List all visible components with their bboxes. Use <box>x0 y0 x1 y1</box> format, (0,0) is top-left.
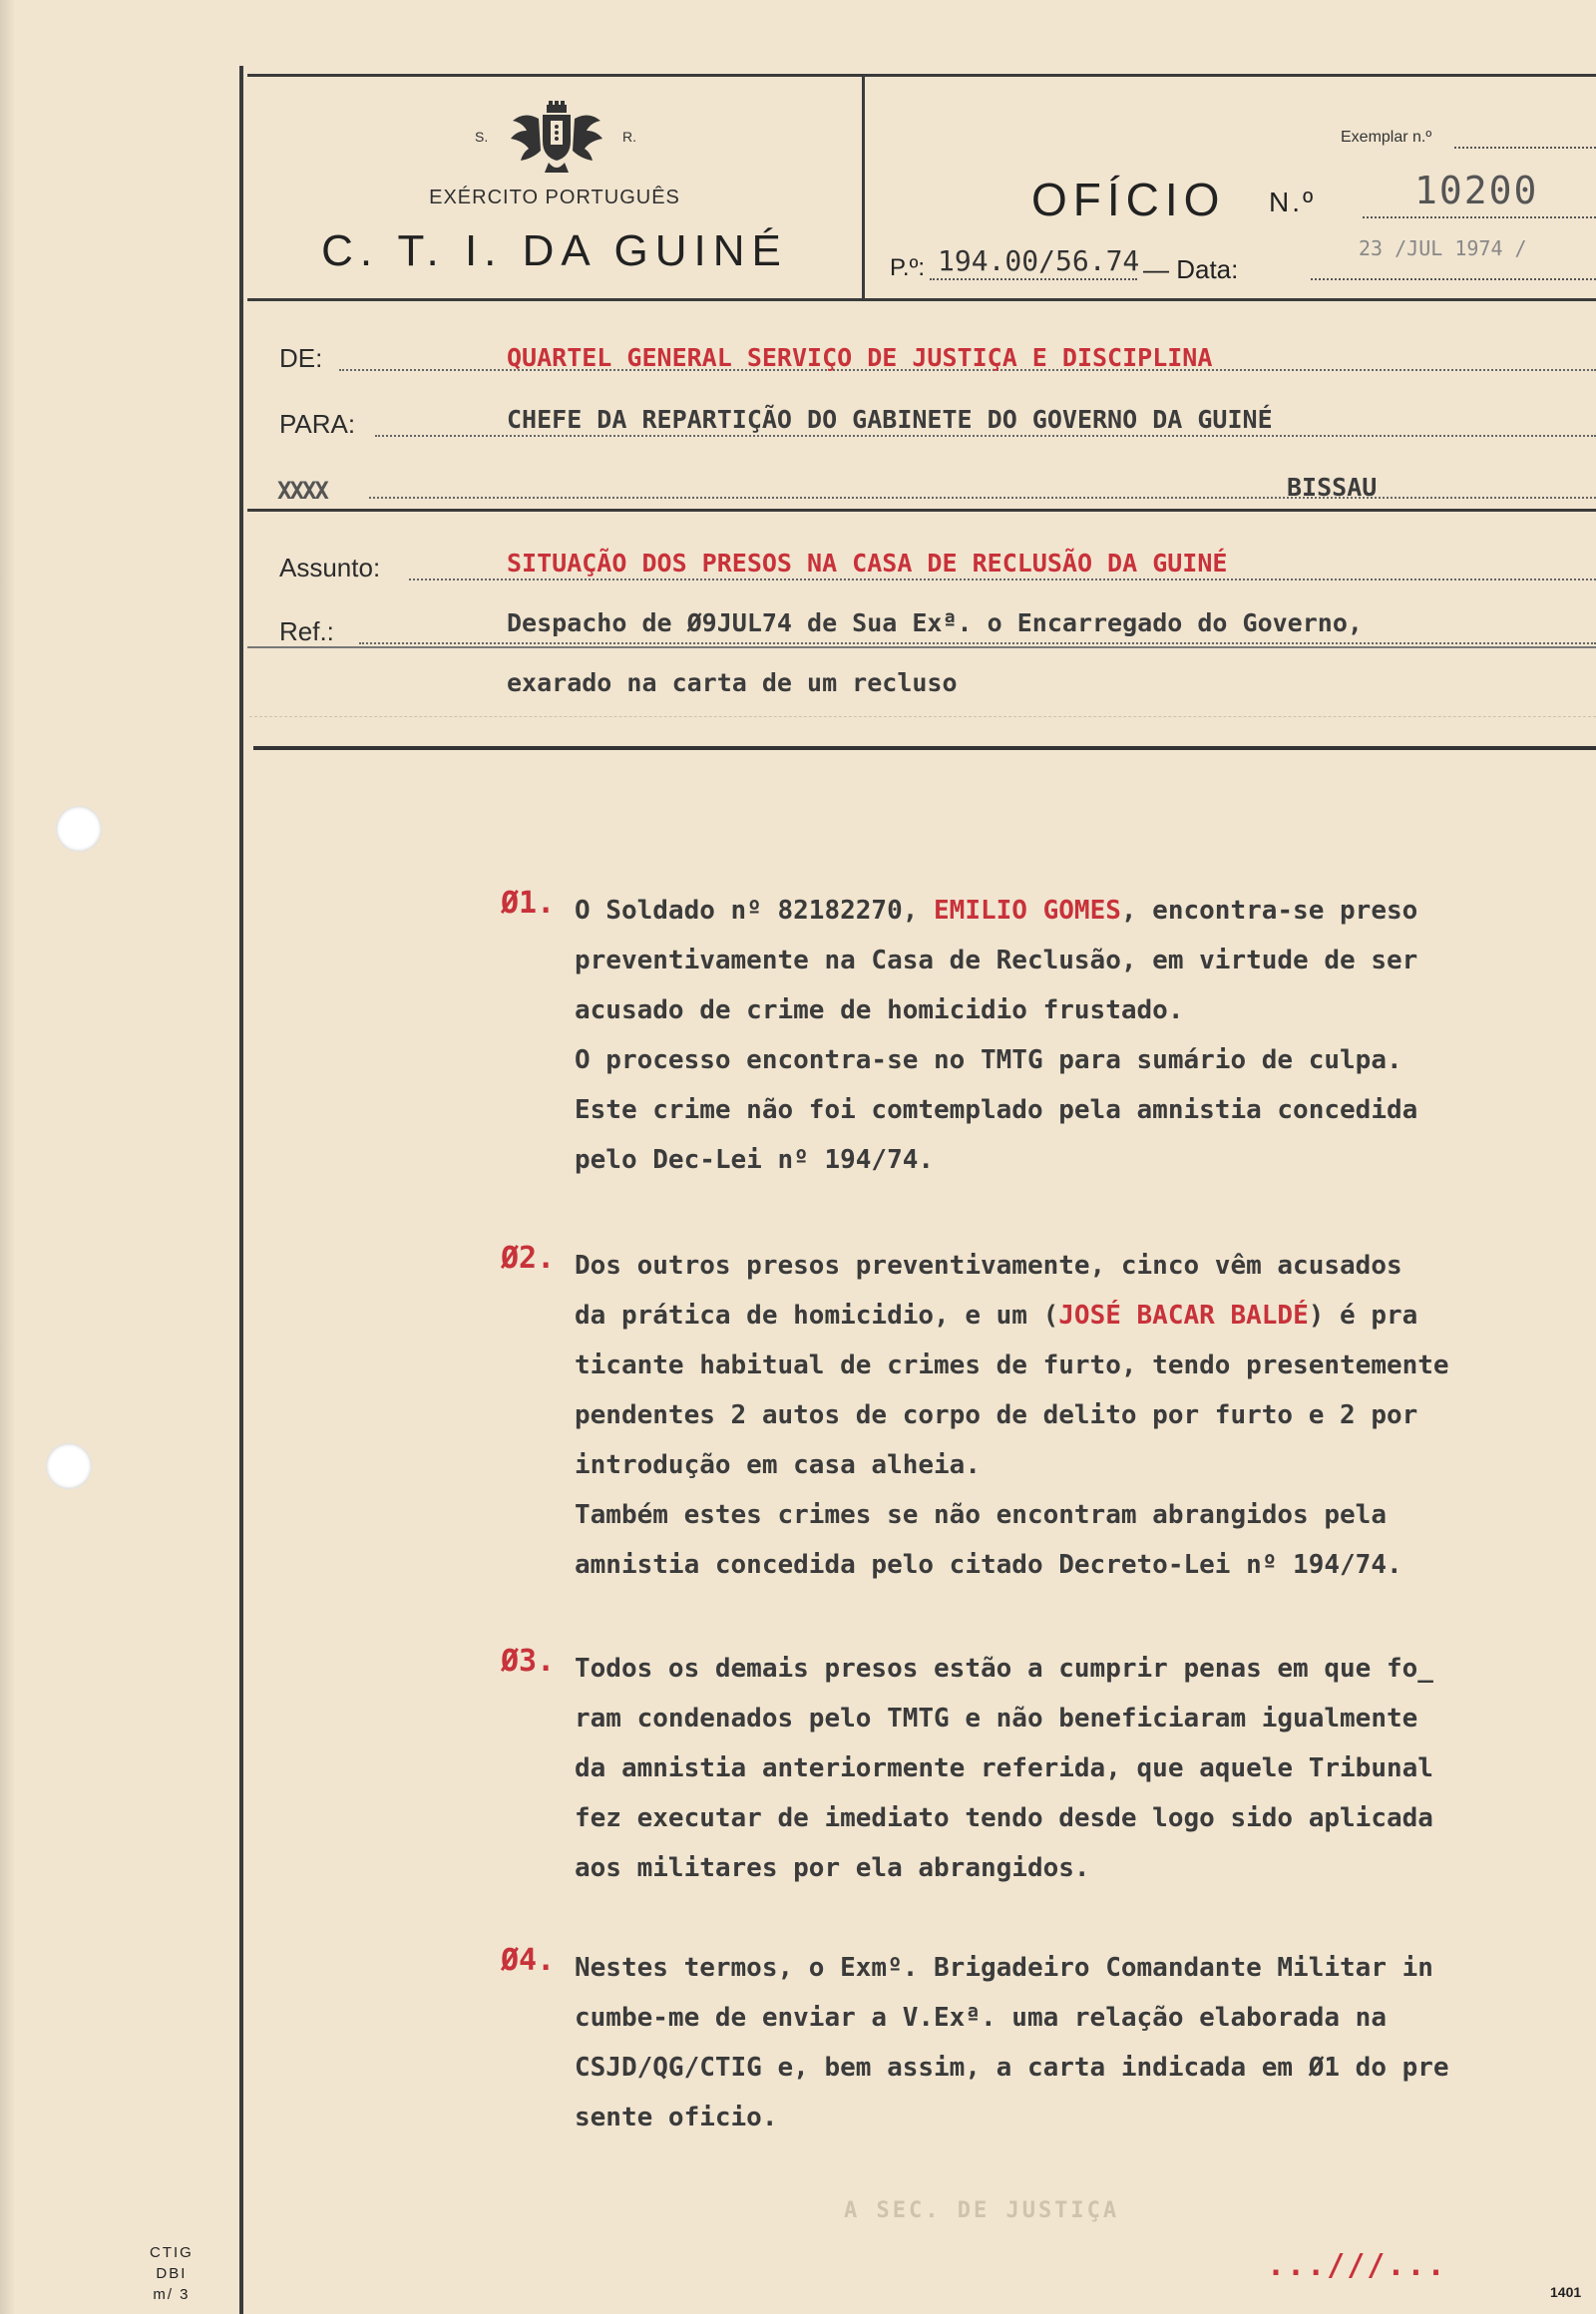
paragraph-2-line: introdução em casa alheia. <box>575 1450 981 1480</box>
paragraph-1-line-1a: O Soldado nº 82182270, <box>575 896 919 926</box>
paragraph-1-line: pelo Dec-Lei nº 194/74. <box>575 1145 935 1175</box>
paragraph-3-line: da amnistia anteriormente referida, que aquele Tribunal <box>575 1753 1433 1783</box>
ref-value-line-1: Despacho de Ø9JUL74 de Sua Exª. o Encarregado do Governo, <box>507 608 1363 637</box>
date-field <box>1311 278 1596 280</box>
paragraph-2-line-2b: ) é pra <box>1308 1301 1418 1331</box>
para-label: PARA: <box>279 409 356 439</box>
unit-name: C. T. I. DA GUINÉ <box>321 226 788 275</box>
ref-faint-line <box>249 716 1596 717</box>
para-field-line <box>375 435 1596 437</box>
paragraph-2-line: amnistia concedida pelo citado Decreto-Lei nº 194/74. <box>575 1550 1402 1580</box>
oficio-title: OFÍCIO <box>1031 174 1226 225</box>
form-code-line-1: CTIG <box>150 2244 194 2261</box>
struck-out-label: XXXX <box>277 477 327 505</box>
form-code <box>150 2242 194 2305</box>
location-value: BISSAU <box>1287 473 1378 502</box>
paragraph-3-line: Todos os demais presos estão a cumprir penas em que fo_ <box>575 1654 1433 1684</box>
coat-of-arms-icon <box>509 101 604 177</box>
paragraph-1-line: Este crime não foi comtemplado pela amnistia concedida <box>575 1095 1418 1125</box>
exemplar-label: Exemplar n.º <box>1341 129 1432 146</box>
oficio-number-label: N.º <box>1269 187 1317 217</box>
left-margin-rule <box>239 66 243 2314</box>
paragraph-2 <box>503 1241 1590 1590</box>
date-value: 23 /JUL 1974 / <box>1359 236 1527 260</box>
ref-value-line-2: exarado na carta de um recluso <box>507 668 958 697</box>
paper-edge <box>0 0 14 2314</box>
punch-hole-bottom <box>46 1443 92 1489</box>
paragraph-1-line <box>503 886 1590 936</box>
paragraph-2-line: Também estes crimes se não encontram abrangidos pela <box>575 1500 1387 1530</box>
paragraph-1-number: Ø1. <box>501 886 556 921</box>
paragraph-2-number: Ø2. <box>501 1241 556 1276</box>
process-value: 194.00/56.74 <box>938 244 1140 277</box>
de-value: QUARTEL GENERAL SERVIÇO DE JUSTIÇA E DISCIPLINA <box>507 343 1213 372</box>
address-separator <box>247 509 1596 512</box>
form-code-line-2: DBI <box>156 2265 188 2282</box>
paragraph-3-line: aos militares por ela abrangidos. <box>575 1853 1090 1883</box>
paragraph-4 <box>503 1943 1590 2142</box>
header-divider <box>862 77 865 298</box>
ref-separator <box>247 646 1596 648</box>
oficio-number-field <box>1363 216 1596 218</box>
paragraph-4-number: Ø4. <box>501 1943 556 1978</box>
faint-stamp: A SEC. DE JUSTIÇA <box>844 2198 1120 2223</box>
punch-hole-top <box>56 806 102 852</box>
paragraph-2-line: ticante habitual de crimes de furto, tendo presentemente <box>575 1350 1449 1380</box>
paragraph-2-line <box>503 1291 1590 1341</box>
paragraph-1-line: O processo encontra-se no TMTG para sumário de culpa. <box>575 1045 1402 1075</box>
paragraph-3-line: fez executar de imediato tendo desde logo sido aplicada <box>575 1803 1433 1833</box>
assunto-value: SITUAÇÃO DOS PRESOS NA CASA DE RECLUSÃO DA GUINÉ <box>507 549 1228 578</box>
de-label: DE: <box>279 343 323 373</box>
paragraph-2-line: pendentes 2 autos de corpo de delito por furto e 2 por <box>575 1400 1418 1430</box>
crest-right-letter: R. <box>622 129 636 145</box>
date-label: — Data: <box>1143 254 1239 284</box>
assunto-field-line <box>409 578 1596 580</box>
paragraph-4-line: Nestes termos, o Exmº. Brigadeiro Comandante Militar in <box>575 1953 1433 1983</box>
paragraph-4-line: cumbe-me de enviar a V.Exª. uma relação elaborada na <box>575 2003 1387 2033</box>
paragraph-3-number: Ø3. <box>501 1644 556 1679</box>
paragraph-1 <box>503 886 1590 1185</box>
ref-label: Ref.: <box>279 616 334 646</box>
paragraph-1-line: preventivamente na Casa de Reclusão, em virtude de ser <box>575 946 1418 975</box>
form-code-line-3: m/ 3 <box>153 2286 191 2303</box>
person-name-emilio: EMILIO GOMES <box>934 896 1121 926</box>
page-code: 1401 <box>1550 2284 1582 2300</box>
paragraph-1-line: acusado de crime de homicidio frustado. <box>575 995 1184 1025</box>
body-top-rule <box>253 746 1596 750</box>
paragraph-4-line: sente oficio. <box>575 2103 778 2132</box>
paragraph-1-line-1b: , encontra-se preso <box>1120 896 1418 926</box>
person-name-jose: JOSÉ BACAR BALDÉ <box>1058 1301 1309 1331</box>
location-field-line <box>369 497 1596 499</box>
paragraph-3 <box>503 1644 1590 1893</box>
paragraph-4-line: CSJD/QG/CTIG e, bem assim, a carta indicada em Ø1 do pre <box>575 2053 1449 2083</box>
process-field <box>930 278 1137 280</box>
continuation-mark: ...///... <box>1267 2248 1447 2283</box>
letterhead <box>247 74 1596 301</box>
paragraph-3-line: ram condenados pelo TMTG e não beneficiaram igualmente <box>575 1704 1418 1734</box>
crest-left-letter: S. <box>475 129 489 145</box>
paragraph-2-line-2a: da prática de homicidio, e um ( <box>575 1301 1059 1331</box>
oficio-number-value: 10200 <box>1414 169 1539 212</box>
organization-name: EXÉRCITO PORTUGUÊS <box>429 187 680 208</box>
assunto-label: Assunto: <box>279 553 381 582</box>
ref-field-line <box>359 642 1596 644</box>
para-value: CHEFE DA REPARTIÇÃO DO GABINETE DO GOVERNO DA GUINÉ <box>507 405 1273 434</box>
exemplar-field <box>1454 147 1596 149</box>
process-label: P.º: <box>890 254 926 281</box>
paragraph-2-line: Dos outros presos preventivamente, cinco vêm acusados <box>575 1251 1402 1281</box>
